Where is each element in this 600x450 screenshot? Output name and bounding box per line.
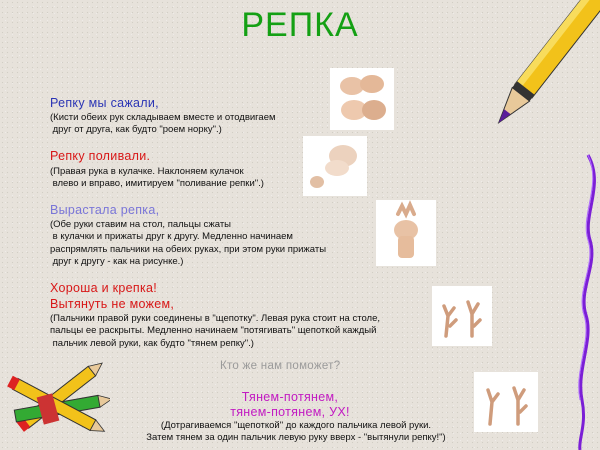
description-line: пальчик левой руки, как будто "тянем репку".) — [50, 337, 254, 349]
hands-photo-4 — [432, 286, 492, 346]
hands-photo-3 — [376, 200, 436, 266]
hands-photo-1 — [330, 68, 394, 130]
verse-description-5 — [108, 420, 484, 445]
verse-heading-3: Вырастала репка, — [50, 203, 160, 217]
hands-photo-5 — [474, 372, 538, 432]
description-line: (Дотрагиваемся "щепоткой" до каждого пальчика левой руки. — [160, 420, 432, 431]
verse-heading-4 — [50, 280, 174, 312]
description-line: (Правая рука в кулачке. Наклоняем кулачок — [50, 166, 244, 177]
description-line: влево и вправо, имитируем "поливание репки".) — [50, 178, 264, 190]
description-line: распрямлять пальчики на обеих руках, при этом руки прижаты — [50, 243, 327, 255]
page-title: РЕПКА — [241, 6, 359, 44]
description-line: Затем тянем за один пальчик левую руку вверх - "вытянули репку!") — [146, 432, 446, 444]
heading-line: Тянем-потянем, — [241, 390, 339, 404]
heading-line: Вытянуть не можем, — [50, 297, 175, 311]
pencils-bundle-icon — [0, 355, 110, 450]
heading-line: тянем-потянем, УХ! — [230, 405, 350, 419]
description-line: друг от друга, как будто "роем норку".) — [50, 124, 222, 136]
description-line: (Кисти обеих рук складываем вместе и отодвигаем — [50, 112, 276, 123]
verse-heading-5 — [200, 390, 380, 420]
hands-photo-2 — [303, 136, 367, 196]
description-line: в кулачки и прижаты друг к другу. Медленно начинаем — [50, 231, 293, 243]
description-line: (Обе руки ставим на стол, пальцы сжаты — [50, 219, 231, 230]
question-text: Кто же нам поможет? — [220, 360, 341, 372]
verse-description-3 — [50, 219, 326, 269]
description-line: (Пальчики правой руки соединены в "щепотку". Левая рука стоит на столе, — [50, 313, 381, 324]
verse-heading-1: Репку мы сажали, — [50, 96, 159, 110]
verse-description-4 — [50, 313, 380, 350]
description-line: пальцы ее раскрыты. Медленно начинаем "потягивать" щепоткой каждый — [50, 325, 377, 337]
heading-line: Хороша и крепка! — [50, 281, 158, 295]
verse-heading-2: Репку поливали. — [50, 149, 151, 163]
verse-description-2 — [50, 166, 264, 191]
verse-description-1 — [50, 112, 276, 137]
description-line: друг к другу - как на рисунке.) — [50, 256, 184, 268]
